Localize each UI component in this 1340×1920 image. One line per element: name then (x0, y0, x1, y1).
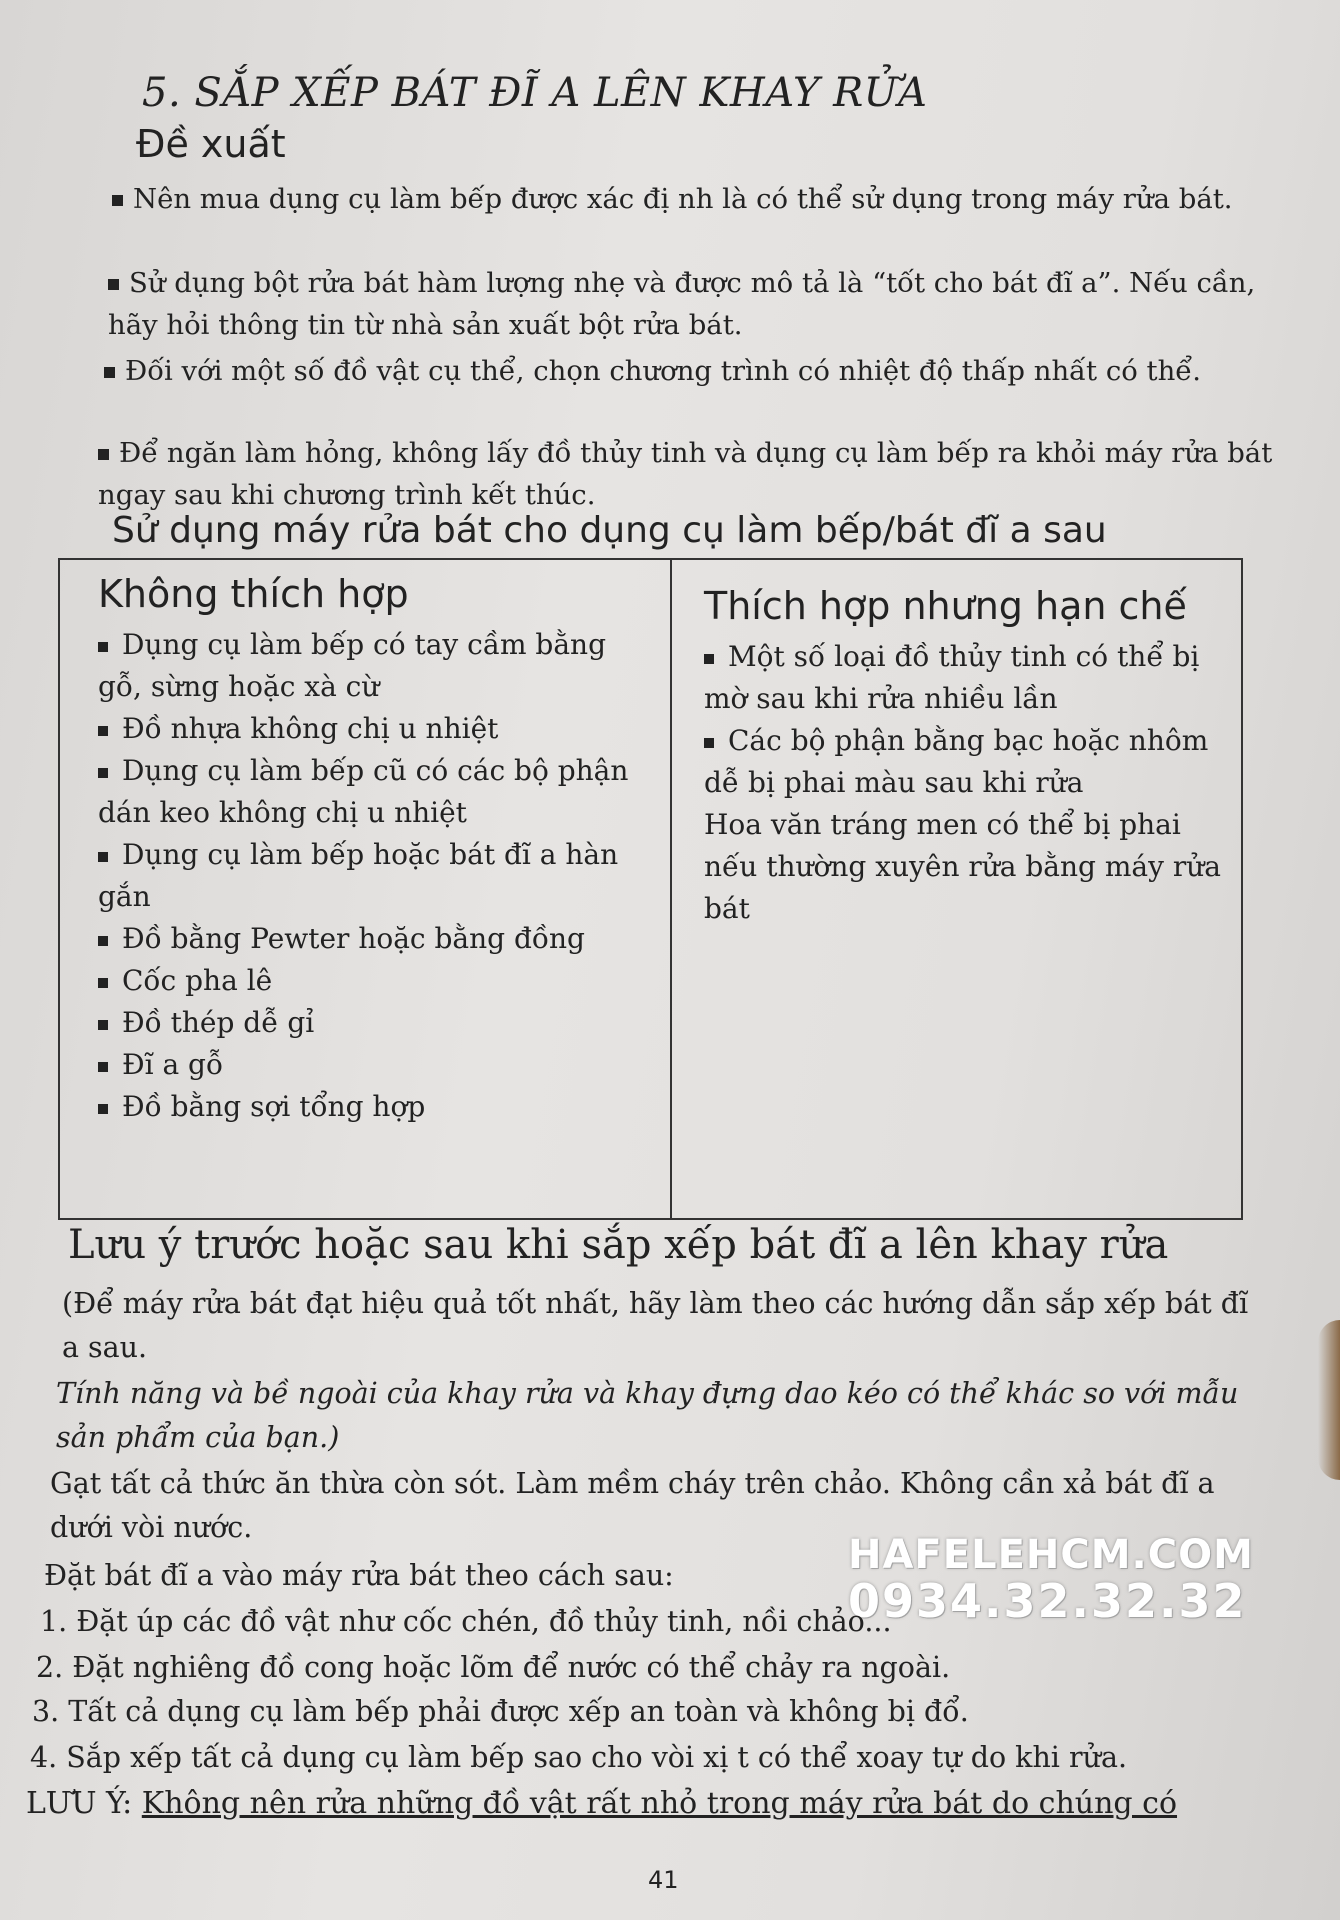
column-unsuitable (60, 560, 670, 1218)
table-note: Hoa văn tráng men có thể bị phai nếu thường xuyên rửa bằng máy rửa bát (704, 808, 1221, 925)
bullet-square-icon (98, 978, 108, 988)
table-list-item: Đĩ a gỗ (98, 1044, 656, 1086)
bullet-square-icon (98, 1104, 108, 1114)
page-number: 41 (648, 1866, 679, 1894)
recommendation-item: Sử dụng bột rửa bát hàm lượng nhẹ và được mô tả là “tốt cho bát đĩ a”. Nếu cần, hãy hỏi thông tin từ nhà sản xuất bột rửa bát. (108, 267, 1256, 341)
table-list-item: Đồ nhựa không chị u nhiệt (98, 708, 656, 750)
notes-heading: Lưu ý trước hoặc sau khi sắp xếp bát đĩ a lên khay rửa (68, 1222, 1169, 1268)
bullet-square-icon (98, 726, 108, 736)
watermark-site: HAFELEHCM.COM (848, 1532, 1254, 1578)
table-list-item: Dụng cụ làm bếp cũ có các bộ phận dán keo không chị u nhiệt (98, 754, 629, 829)
section-title: 5. SẮP XẾP BÁT ĐĨ A LÊN KHAY RỬA (142, 70, 928, 116)
watermark-phone: 0934.32.32.32 (848, 1574, 1247, 1628)
table-list-item: Đồ bằng sợi tổng hợp (98, 1086, 656, 1128)
column-header-unsuitable: Không thích hợp (98, 572, 409, 616)
table-list-item: Các bộ phận bằng bạc hoặc nhôm dễ bị phai màu sau khi rửa (704, 724, 1209, 799)
notes-paragraph: (Để máy rửa bát đạt hiệu quả tốt nhất, hãy làm theo các hướng dẫn sắp xếp bát đĩ a sau. (62, 1287, 1249, 1364)
bullet-square-icon (98, 1062, 108, 1072)
bullet-square-icon (98, 936, 108, 946)
column-header-limited: Thích hợp nhưng hạn chế (704, 584, 1187, 628)
recommendation-item: Đối với một số đồ vật cụ thể, chọn chương trình có nhiệt độ thấp nhất có thể. (104, 350, 1274, 392)
column-limited (672, 560, 1242, 1218)
bullet-square-icon (704, 654, 714, 664)
table-list-item: Dụng cụ làm bếp hoặc bát đĩ a hàn gắn (98, 838, 619, 913)
table-list-item: Đồ thép dễ gỉ (98, 1002, 656, 1044)
table-list-item: Dụng cụ làm bếp có tay cầm bằng gỗ, sừng hoặc xà cừ (98, 628, 606, 703)
bullet-square-icon (98, 852, 108, 862)
bullet-square-icon (704, 738, 714, 748)
notes-paragraph: Gạt tất cả thức ăn thừa còn sót. Làm mềm cháy trên chảo. Không cần xả bát đĩ a dưới vòi nước. (50, 1467, 1215, 1544)
step-item: 1. Đặt úp các đồ vật như cốc chén, đồ thủy tinh, nồi chảo... (40, 1605, 892, 1638)
bullet-square-icon (98, 642, 108, 652)
book-edge-shadow (1318, 1320, 1340, 1480)
bullet-square-icon (108, 279, 119, 290)
bullet-square-icon (112, 195, 123, 206)
subheading-recommendations: Đề xuất (136, 122, 286, 166)
final-warning-label: LƯU Ý: (26, 1786, 142, 1821)
table-list-item: Cốc pha lê (98, 960, 656, 1002)
notes-paragraph: Đặt bát đĩ a vào máy rửa bát theo cách sau: (44, 1559, 674, 1592)
notes-paragraph: Tính năng và bề ngoài của khay rửa và khay đựng dao kéo có thể khác so với mẫu sản phẩm của bạn.) (56, 1377, 1239, 1454)
step-item: 4. Sắp xếp tất cả dụng cụ làm bếp sao cho vòi xị t có thể xoay tự do khi rửa. (30, 1741, 1128, 1774)
recommendation-item: Để ngăn làm hỏng, không lấy đồ thủy tinh và dụng cụ làm bếp ra khỏi máy rửa bát ngay sau khi chương trình kết thúc. (98, 437, 1273, 511)
step-item: 2. Đặt nghiêng đồ cong hoặc lõm để nước có thể chảy ra ngoài. (36, 1651, 951, 1684)
final-warning-text: Không nên rửa những đồ vật rất nhỏ trong máy rửa bát do chúng có (141, 1786, 1178, 1821)
step-item: 3. Tất cả dụng cụ làm bếp phải được xếp an toàn và không bị đổ. (32, 1695, 969, 1728)
final-warning (26, 1782, 1177, 1826)
table-list-item: Một số loại đồ thủy tinh có thể bị mờ sau khi rửa nhiều lần (704, 640, 1200, 715)
bullet-square-icon (98, 449, 109, 460)
table-list-item: Đồ bằng Pewter hoặc bằng đồng (98, 918, 656, 960)
bullet-square-icon (98, 1020, 108, 1030)
bullet-square-icon (98, 768, 108, 778)
table-caption: Sử dụng máy rửa bát cho dụng cụ làm bếp/bát đĩ a sau (112, 510, 1107, 551)
bullet-square-icon (104, 367, 115, 378)
recommendation-item: Nên mua dụng cụ làm bếp được xác đị nh là có thể sử dụng trong máy rửa bát. (112, 178, 1282, 220)
